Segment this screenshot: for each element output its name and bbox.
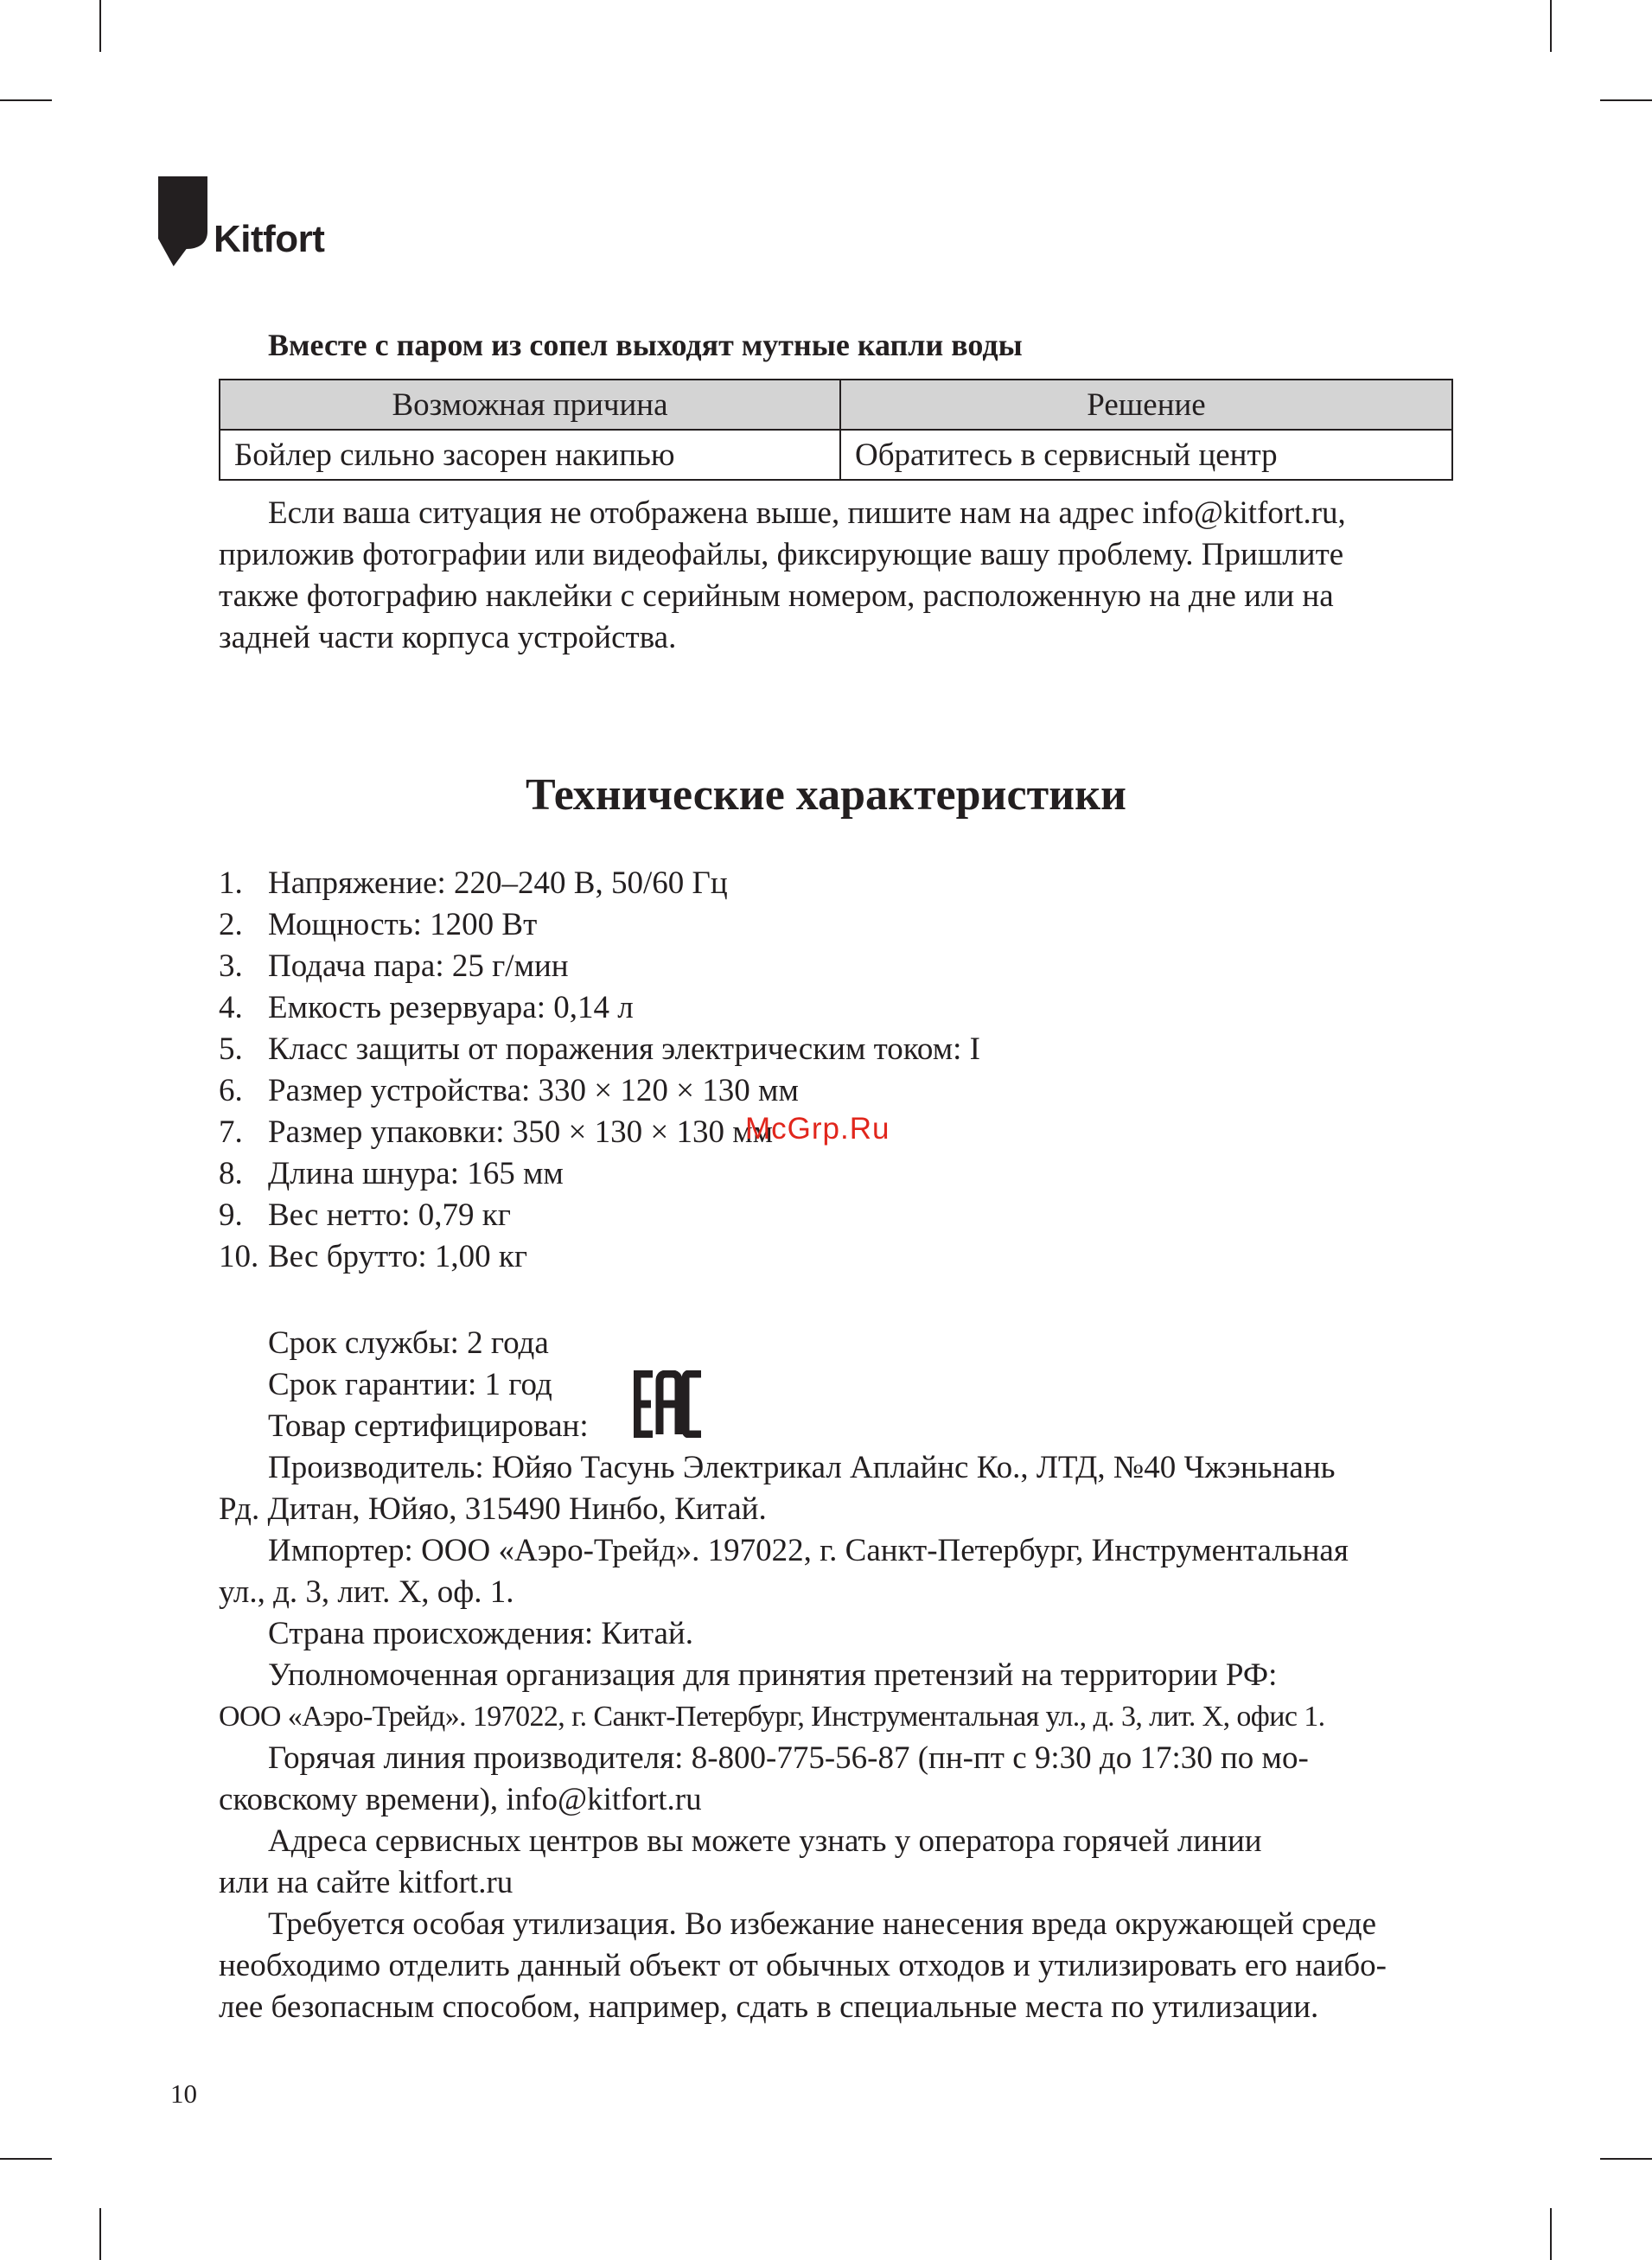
crop-mark-bottom-left-v: [99, 2208, 101, 2260]
table-cell-solution: Обратитесь в сервисный центр: [840, 430, 1452, 480]
manufacturer-line: Рд. Дитан, Юйяо, 315490 Нинбо, Китай.: [219, 1491, 767, 1527]
contact-paragraph: [219, 493, 1453, 659]
crop-mark-top-right-h: [1600, 99, 1652, 101]
contact-line: Если ваша ситуация не отображена выше, пишите нам на адрес info@kitfort.ru,: [268, 495, 1346, 531]
spec-item: [219, 863, 980, 904]
spec-text: Напряжение: 220–240 В, 50/60 Гц: [268, 865, 728, 901]
spec-number: 7.: [219, 1114, 243, 1150]
disposal-line: необходимо отделить данный объект от обычных отходов и утилизировать его наибо-: [219, 1948, 1387, 1983]
spec-item: [219, 1236, 980, 1278]
service-life: Срок службы: 2 года: [268, 1325, 549, 1361]
crop-mark-top-right-v: [1550, 0, 1552, 52]
crop-mark-bottom-right-v: [1550, 2208, 1552, 2260]
spec-item: [219, 1195, 980, 1236]
spec-number: 1.: [219, 865, 243, 901]
spec-number: 2.: [219, 907, 243, 942]
importer-line: ул., д. 3, лит. Х, оф. 1.: [219, 1574, 514, 1610]
authorized-line: Уполномоченная организация для принятия претензий на территории РФ:: [268, 1657, 1278, 1693]
manufacturer-line: Производитель: Юйяо Тасунь Электрикал Аплайнс Ко., ЛТД, №40 Чжэньнань: [268, 1450, 1336, 1485]
spec-item: [219, 946, 980, 987]
specs-title: Технические характеристики: [526, 770, 1126, 820]
table-cell-cause: Бойлер сильно засорен накипью: [220, 430, 840, 480]
spec-text: Длина шнура: 165 мм: [268, 1156, 564, 1191]
brand-name: Kitfort: [214, 218, 325, 260]
disposal-line: лее безопасным способом, например, сдать в специальные места по утилизации.: [219, 1989, 1319, 2025]
crop-mark-top-left-h: [0, 99, 52, 101]
troubleshooting-table: [219, 379, 1453, 481]
spec-number: 6.: [219, 1073, 243, 1108]
spec-text: Класс защиты от поражения электрическим током: I: [268, 1031, 980, 1067]
importer-line: Импортер: ООО «Аэро-Трейд». 197022, г. Санкт-Петербург, Инструментальная: [268, 1533, 1349, 1568]
problem-title: Вместе с паром из сопел выходят мутные капли воды: [268, 328, 1023, 362]
service-centers-line: Адреса сервисных центров вы можете узнать у оператора горячей линии: [268, 1823, 1262, 1859]
spec-number: 9.: [219, 1197, 243, 1233]
table-header-row: [220, 380, 1452, 430]
spec-text: Емкость резервуара: 0,14 л: [268, 990, 634, 1025]
certified-label: Товар сертифицирован:: [268, 1408, 589, 1444]
hotline-line: сковскому времени), info@kitfort.ru: [219, 1782, 702, 1817]
hotline-line: Горячая линия производителя: 8-800-775-56-87 (пн-пт с 9:30 до 17:30 по мо-: [268, 1740, 1309, 1776]
authorized-line: ООО «Аэро-Трейд». 197022, г. Санкт-Петербург, Инструментальная ул., д. 3, лит. Х, офис 1.: [219, 1701, 1325, 1733]
crop-mark-bottom-left-h: [0, 2158, 52, 2160]
specs-list: [219, 863, 980, 1278]
disposal-line: Требуется особая утилизация. Во избежание нанесения вреда окружающей среде: [268, 1906, 1377, 1942]
contact-line: приложив фотографии или видеофайлы, фиксирующие вашу проблему. Пришлите: [219, 537, 1344, 572]
watermark: McGrp.Ru: [745, 1112, 890, 1146]
contact-line: задней части корпуса устройства.: [219, 620, 677, 655]
spec-text: Вес брутто: 1,00 кг: [268, 1239, 528, 1274]
kitfort-logo: [158, 176, 348, 271]
spec-text: Вес нетто: 0,79 кг: [268, 1197, 511, 1233]
spec-text: Размер устройства: 330 × 120 × 130 мм: [268, 1073, 799, 1108]
spec-text: Подача пара: 25 г/мин: [268, 948, 569, 984]
spec-number: 8.: [219, 1156, 243, 1191]
spec-number: 5.: [219, 1031, 243, 1067]
table-header-solution: Решение: [840, 380, 1452, 430]
crop-mark-top-left-v: [99, 0, 101, 52]
warranty: Срок гарантии: 1 год: [268, 1367, 552, 1402]
spec-item: [219, 1029, 980, 1070]
spec-text: Мощность: 1200 Вт: [268, 907, 538, 942]
eac-certification-icon: [634, 1370, 705, 1438]
service-centers-line: или на сайте kitfort.ru: [219, 1865, 513, 1900]
info-block: [219, 1323, 1453, 2028]
spec-number: 3.: [219, 948, 243, 984]
page-number: 10: [170, 2078, 197, 2109]
spec-item: [219, 1070, 980, 1112]
contact-line: также фотографию наклейки с серийным номером, расположенную на дне или на: [219, 578, 1334, 614]
origin: Страна происхождения: Китай.: [268, 1616, 693, 1651]
spec-text: Размер упаковки: 350 × 130 × 130 мм: [268, 1114, 774, 1150]
spec-number: 4.: [219, 990, 243, 1025]
spec-item: [219, 904, 980, 946]
spec-item: [219, 1153, 980, 1195]
spec-number: 10.: [219, 1239, 259, 1274]
crop-mark-bottom-right-h: [1600, 2158, 1652, 2160]
kitfort-mark-icon: [158, 176, 210, 266]
spec-item: [219, 987, 980, 1029]
table-header-cause: Возможная причина: [220, 380, 840, 430]
table-row: [220, 430, 1452, 480]
